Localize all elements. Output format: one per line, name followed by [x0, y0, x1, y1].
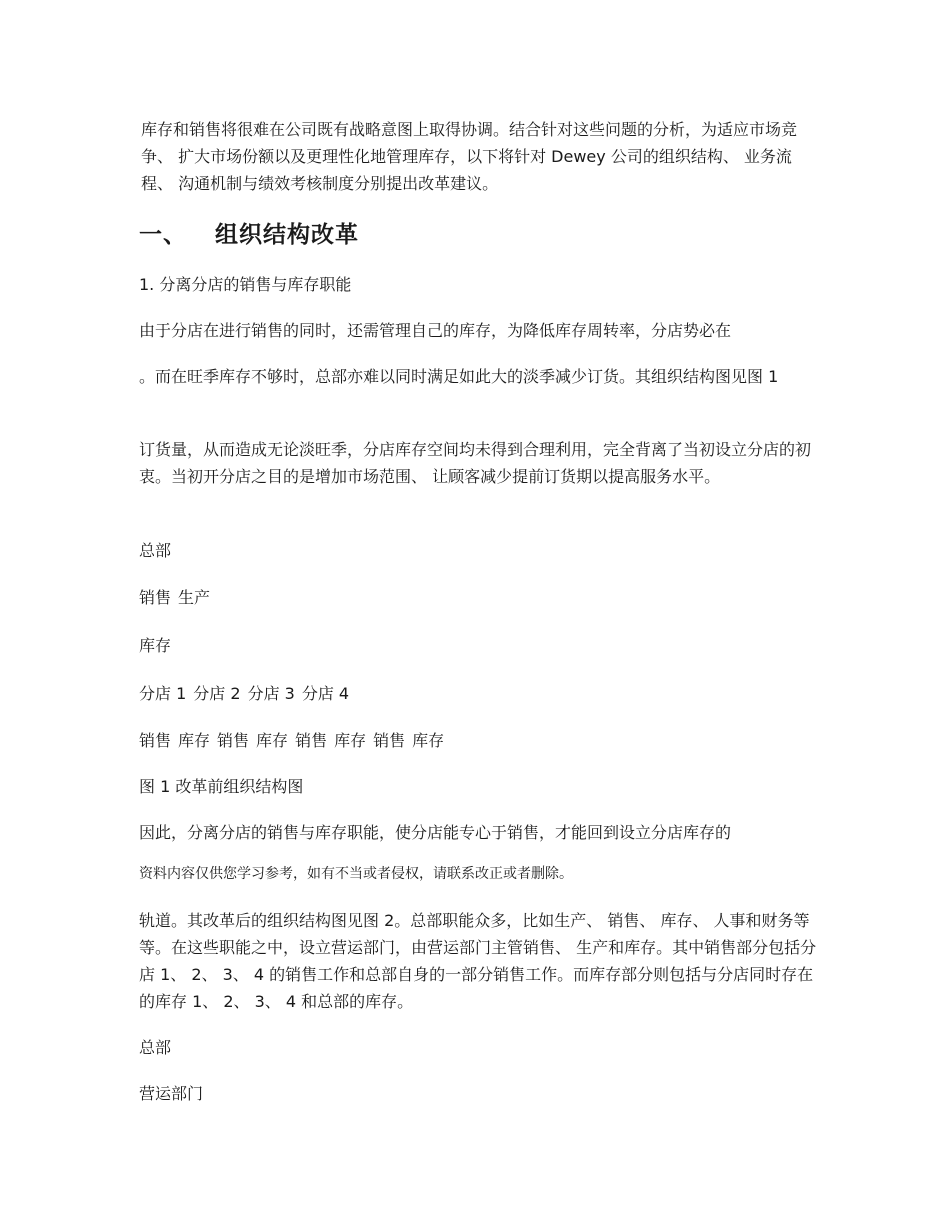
- store-function: 销售: [373, 731, 406, 750]
- chart1-stores-row: [139, 680, 819, 707]
- paragraph-3: 订货量，从而造成无论淡旺季，分店库存空间均未得到合理利用，完全背离了当初设立分店的初衷。当初开分店之目的是增加市场范围、 让顾客减少提前订货期以提高服务水平。: [139, 440, 812, 486]
- store-function: 库存: [178, 731, 211, 750]
- chart1-row-sales-production: [139, 584, 819, 611]
- paragraph-2: 。而在旺季库存不够时，总部亦难以同时满足如此大的淡季减少订货。其组织结构图见图 1: [139, 367, 779, 386]
- section-heading: [139, 220, 359, 250]
- chart1-sales: 销售: [139, 588, 172, 607]
- chart1-headquarters: 总部: [139, 541, 172, 560]
- store-function: 库存: [412, 731, 445, 750]
- store-function: 销售: [217, 731, 250, 750]
- paragraph-1: 由于分店在进行销售的同时，还需管理自己的库存，为降低库存周转率，分店势必在: [139, 321, 732, 340]
- section-title: 组织结构改革: [215, 222, 359, 248]
- subsection-heading: 1. 分离分店的销售与库存职能: [139, 275, 352, 294]
- store-function: 销售: [139, 731, 172, 750]
- store-label: 分店 1: [139, 684, 187, 703]
- store-label: 分店 4: [301, 684, 350, 703]
- disclaimer-note: 资料内容仅供您学习参考，如有不当或者侵权，请联系改正或者删除。: [139, 866, 573, 882]
- chart1-inventory: 库存: [139, 636, 172, 655]
- paragraph-4: 因此，分离分店的销售与库存职能，使分店能专心于销售，才能回到设立分店库存的: [139, 823, 732, 842]
- store-function: 销售: [295, 731, 328, 750]
- chart1-production: 生产: [178, 588, 211, 607]
- intro-paragraph: 库存和销售将很难在公司既有战略意图上取得协调。结合针对这些问题的分析，为适应市场竞争、 扩大市场份额以及更理性化地管理库存，以下将针对 Dewey 公司的组织结构、 业务流程、 沟通机制与绩效考核制度分别提出改革建议。: [141, 120, 798, 193]
- chart2-operations-department: 营运部门: [139, 1084, 204, 1103]
- store-function: 库存: [334, 731, 367, 750]
- store-label: 分店 3: [247, 684, 295, 703]
- store-label: 分店 2: [193, 684, 241, 703]
- figure1-caption: 图 1 改革前组织结构图: [139, 777, 304, 796]
- chart2-headquarters: 总部: [139, 1038, 172, 1057]
- chart1-store-functions-row: [139, 727, 819, 754]
- store-function: 库存: [256, 731, 289, 750]
- paragraph-5: 轨道。其改革后的组织结构图见图 2。总部职能众多，比如生产、 销售、 库存、 人事和财务等等。在这些职能之中，设立营运部门，由营运部门主管销售、 生产和库存。其中销售部分包括分店 1、 2、 3、 4 的销售工作和总部自身的一部分销售工作。而库存部分则包括与分店同时存在的库存 1、 2、 3、 4 和总部的库存。: [139, 911, 817, 1011]
- section-number: 一、: [139, 222, 187, 248]
